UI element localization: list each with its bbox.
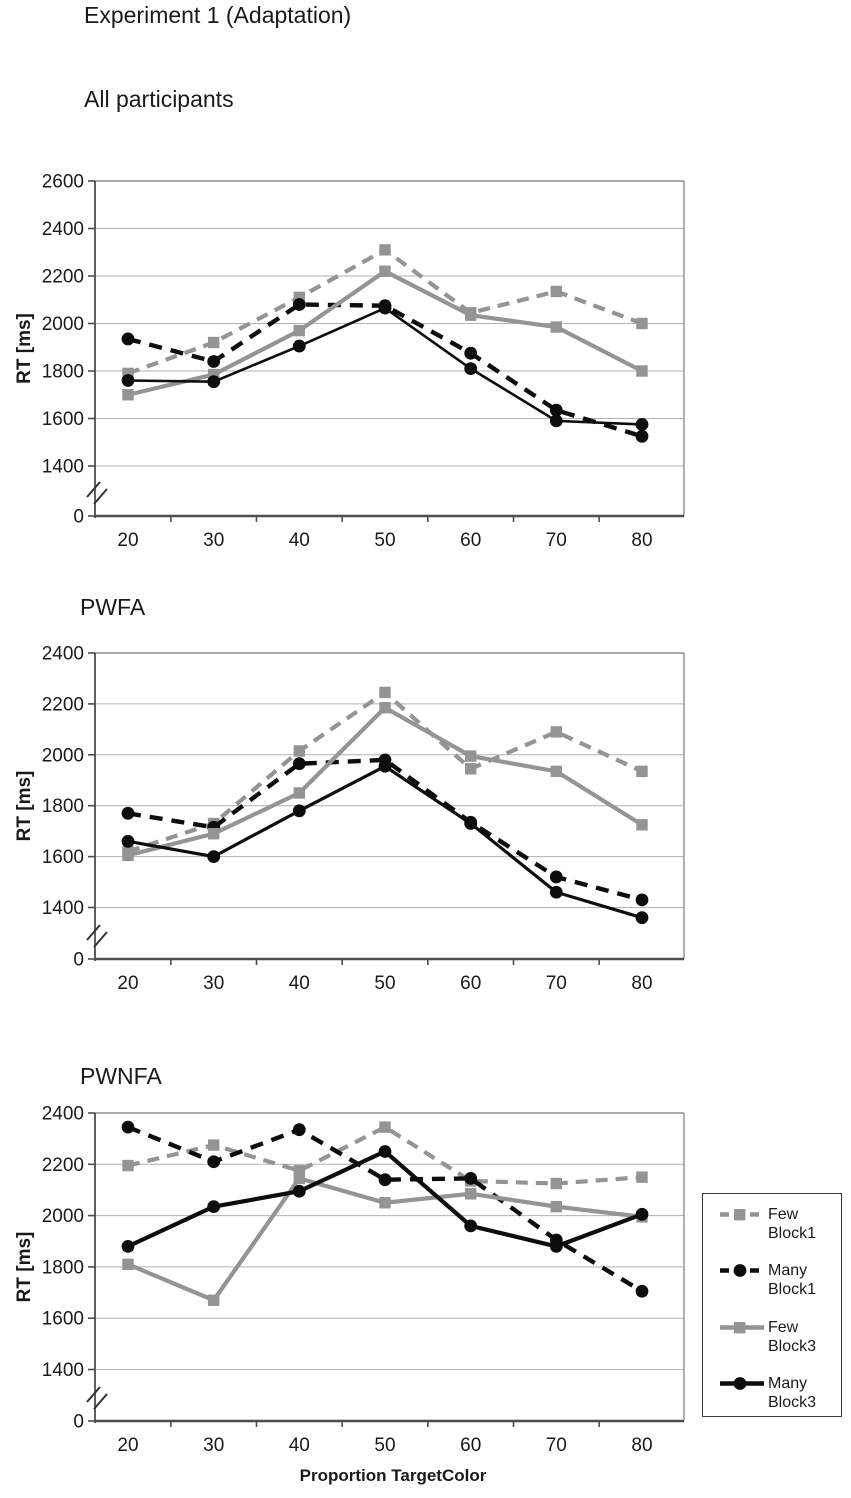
marker-circle-many-block3	[122, 835, 135, 848]
marker-square-few-block3	[551, 321, 562, 332]
x-tick-label: 50	[374, 973, 396, 994]
y-tick-label: 1800	[41, 361, 84, 383]
series-many-block1	[122, 753, 649, 906]
y-tick-label: 1600	[41, 409, 84, 430]
marker-circle-many-block3	[636, 418, 649, 431]
y-axis-title: RT [ms]	[14, 313, 35, 384]
marker-square-few-block1	[551, 726, 562, 737]
chart-title-pwfa: PWFA	[80, 594, 146, 620]
y-tick-label: 2600	[41, 171, 84, 193]
y-zero-label: 0	[73, 949, 84, 971]
marker-circle-many-block3	[122, 374, 135, 387]
marker-square-few-block3	[208, 828, 219, 839]
legend-label-line2: Block3	[768, 1338, 817, 1355]
x-tick-label: 80	[631, 973, 653, 994]
marker-circle-many-block3	[379, 1145, 392, 1158]
marker-circle-many-block1	[636, 430, 649, 443]
x-axis-title: Proportion TargetColor	[299, 1466, 487, 1485]
series-line-many-block1	[128, 760, 642, 900]
marker-square-few-block1	[208, 1139, 219, 1150]
marker-square-few-block1	[379, 1121, 390, 1132]
legend-label-line2: Block3	[768, 1394, 817, 1411]
marker-circle-many-block3	[636, 911, 649, 924]
marker-circle-many-block3	[293, 804, 306, 817]
marker-square-few-block3	[294, 1173, 305, 1184]
marker-circle-many-block3	[293, 340, 306, 353]
legend-marker-square	[734, 1209, 745, 1220]
y-tick-label: 1400	[41, 898, 84, 919]
legend-marker-circle	[734, 1264, 747, 1277]
x-tick-label: 60	[460, 973, 482, 994]
marker-square-few-block1	[379, 687, 390, 698]
series-many-block3	[122, 302, 649, 431]
legend-marker-circle	[734, 1377, 747, 1390]
legend-box	[702, 1193, 842, 1417]
marker-circle-many-block1	[293, 298, 306, 311]
marker-circle-many-block1	[122, 1121, 135, 1134]
marker-circle-many-block3	[293, 1185, 306, 1198]
y-zero-label: 0	[73, 1411, 84, 1433]
y-tick-label: 2400	[41, 1103, 84, 1125]
legend-marker-square	[734, 1322, 745, 1333]
marker-circle-many-block1	[379, 1173, 392, 1186]
y-tick-label: 2400	[41, 643, 84, 665]
y-tick-label: 1600	[41, 1308, 84, 1330]
marker-circle-many-block1	[550, 871, 563, 884]
y-tick-label: 2000	[41, 745, 84, 767]
marker-circle-many-block1	[464, 347, 477, 360]
legend-item-few-block3	[703, 1318, 816, 1356]
y-tick-label: 2200	[41, 694, 84, 716]
legend-label	[768, 1261, 816, 1299]
marker-square-few-block3	[379, 266, 390, 277]
legend-item-many-block3	[703, 1374, 816, 1412]
y-tick-label: 1400	[41, 456, 84, 478]
y-tick-label: 1800	[41, 796, 84, 818]
y-zero-label: 0	[73, 506, 84, 528]
y-tick-label: 1400	[41, 1360, 84, 1381]
chart-title-pwnfa: PWNFA	[80, 1063, 162, 1089]
marker-square-few-block3	[379, 702, 390, 713]
legend-label-line2: Block1	[768, 1281, 817, 1298]
marker-square-few-block1	[122, 1160, 133, 1171]
marker-circle-many-block1	[122, 807, 135, 820]
y-axis-title: RT [ms]	[14, 770, 35, 842]
y-axis-title: RT [ms]	[14, 1231, 35, 1303]
marker-square-few-block1	[551, 1178, 562, 1189]
marker-circle-many-block3	[464, 362, 477, 375]
marker-square-few-block3	[208, 1295, 219, 1306]
y-tick-label: 2000	[41, 1206, 84, 1228]
y-tick-label: 2200	[41, 1154, 84, 1176]
x-tick-label: 30	[203, 1435, 225, 1456]
chart-title-all-participants: All participants	[84, 86, 234, 112]
x-tick-label: 50	[374, 530, 396, 551]
legend-marker-many-block1-icon	[719, 1263, 765, 1278]
legend-marker-many-block3-icon	[719, 1376, 765, 1391]
x-tick-label: 40	[288, 1435, 310, 1456]
x-tick-label: 60	[460, 1435, 482, 1456]
marker-square-few-block3	[294, 787, 305, 798]
x-tick-label: 20	[117, 973, 139, 994]
marker-square-few-block1	[636, 318, 647, 329]
y-tick-label: 2000	[41, 314, 84, 335]
marker-circle-many-block1	[122, 333, 135, 346]
x-tick-label: 60	[460, 530, 482, 551]
series-line-few-block3	[128, 708, 642, 856]
series-few-block3	[122, 702, 647, 861]
x-tick-label: 20	[117, 530, 139, 551]
series-many-block3	[122, 760, 649, 924]
marker-circle-many-block3	[464, 1219, 477, 1232]
marker-square-few-block3	[122, 389, 133, 400]
marker-circle-many-block3	[464, 817, 477, 830]
axis-break-slash	[94, 1394, 107, 1409]
marker-circle-many-block1	[207, 1155, 220, 1168]
legend-label	[768, 1205, 816, 1243]
marker-circle-many-block3	[207, 1200, 220, 1213]
marker-circle-many-block3	[550, 1240, 563, 1253]
marker-circle-many-block3	[207, 375, 220, 388]
x-tick-label: 70	[545, 530, 567, 551]
marker-square-few-block3	[379, 1197, 390, 1208]
legend-label-line1: Few	[768, 1319, 799, 1336]
marker-square-few-block1	[636, 1171, 647, 1182]
marker-circle-many-block3	[122, 1240, 135, 1253]
marker-square-few-block3	[465, 309, 476, 320]
marker-circle-many-block1	[293, 1123, 306, 1136]
series-line-few-block3	[128, 271, 642, 395]
legend-label	[768, 1318, 816, 1356]
x-tick-label: 80	[631, 1435, 653, 1456]
marker-square-few-block3	[294, 325, 305, 336]
series-line-many-block1	[128, 305, 642, 437]
y-tick-label: 2400	[41, 219, 84, 240]
marker-square-few-block1	[208, 337, 219, 348]
series-line-many-block3	[128, 308, 642, 424]
x-tick-label: 40	[288, 530, 310, 551]
chart-all-participants	[14, 172, 684, 552]
x-tick-label: 80	[631, 530, 653, 551]
chart-pwfa	[14, 644, 684, 995]
marker-square-few-block1	[379, 244, 390, 255]
y-tick-label: 1600	[41, 847, 84, 869]
marker-square-few-block1	[294, 745, 305, 756]
series-few-block3	[122, 1173, 647, 1306]
marker-circle-many-block3	[207, 850, 220, 863]
x-tick-label: 70	[545, 1435, 567, 1456]
series-line-few-block3	[128, 1178, 642, 1300]
axis-break-slash	[87, 1387, 100, 1402]
marker-circle-many-block1	[207, 355, 220, 368]
marker-circle-many-block3	[379, 302, 392, 315]
legend-item-many-block1	[703, 1261, 816, 1299]
marker-square-few-block3	[122, 1259, 133, 1270]
legend-label-line1: Many	[768, 1375, 808, 1392]
axis-break-slash	[87, 925, 100, 940]
marker-square-few-block3	[551, 766, 562, 777]
legend-label	[768, 1374, 816, 1412]
legend-label-line1: Many	[768, 1262, 808, 1279]
marker-square-few-block3	[465, 750, 476, 761]
marker-circle-many-block3	[636, 1208, 649, 1221]
marker-square-few-block3	[636, 819, 647, 830]
marker-square-few-block3	[551, 1201, 562, 1212]
marker-circle-many-block3	[550, 414, 563, 427]
legend-marker-few-block1-icon	[719, 1207, 765, 1222]
chart-pwnfa	[14, 1104, 684, 1457]
axis-break-slash	[94, 932, 107, 947]
y-tick-label: 1800	[41, 1257, 84, 1279]
x-tick-label: 50	[374, 1435, 396, 1456]
figure-title: Experiment 1 (Adaptation)	[84, 2, 352, 28]
marker-square-few-block3	[122, 850, 133, 861]
legend-label-line1: Few	[768, 1206, 799, 1223]
x-tick-label: 20	[117, 1435, 139, 1456]
x-tick-label: 70	[545, 973, 567, 994]
x-tick-label: 30	[203, 973, 225, 994]
legend-marker-few-block3-icon	[719, 1320, 765, 1335]
x-tick-label: 40	[288, 973, 310, 994]
axis-break-slash	[87, 482, 100, 497]
marker-circle-many-block1	[464, 1172, 477, 1185]
series-line-many-block3	[128, 766, 642, 917]
marker-circle-many-block1	[636, 1285, 649, 1298]
legend-item-few-block1	[703, 1205, 816, 1243]
marker-circle-many-block1	[636, 893, 649, 906]
y-tick-label: 2200	[41, 266, 84, 288]
marker-circle-many-block3	[379, 760, 392, 773]
marker-square-few-block1	[465, 763, 476, 774]
marker-square-few-block3	[465, 1188, 476, 1199]
x-tick-label: 30	[203, 530, 225, 551]
marker-square-few-block3	[636, 365, 647, 376]
marker-square-few-block1	[551, 286, 562, 297]
legend-label-line2: Block1	[768, 1225, 817, 1242]
marker-circle-many-block3	[550, 886, 563, 899]
marker-square-few-block1	[636, 766, 647, 777]
marker-circle-many-block1	[293, 757, 306, 770]
axis-break-slash	[94, 489, 107, 504]
